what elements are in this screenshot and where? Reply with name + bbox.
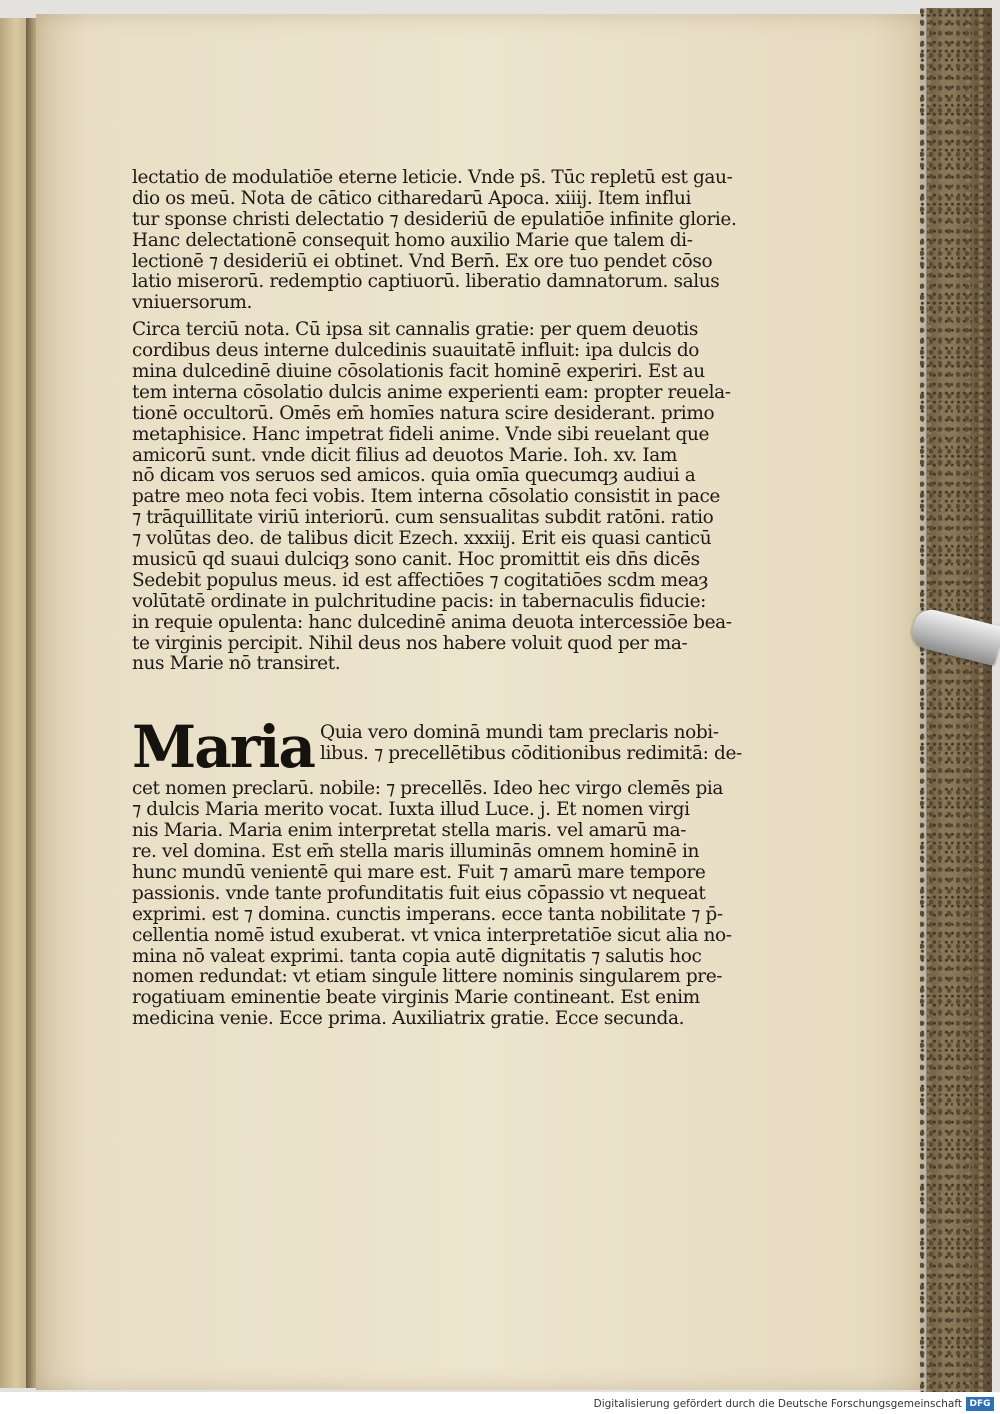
text-line: lectatio de modulatiōe eterne leticie. Vnde ps̄. Tūc repletū est gau- [132,168,733,188]
text-line: musicū qd̄ suaui dulciqȝ sono canit̄. Hoc promittit eis dn̄s dicēs [132,550,700,571]
funding-credit: Digitalisierung gefördert durch die Deutsche Forschungsgemeinschaft [593,1398,962,1410]
text-line: lectionē ⁊ desideriū ei obtinet. Vnd̄ Bern̄. Ex ore tuo pendet cōso [132,251,713,272]
book-cover [920,8,992,1398]
paragraph-1 [132,168,772,314]
text-line: rogatiuam eminentie beate virginis Marie contineant. Est enim [132,988,700,1009]
text-line: cet nomen preclarū. nobile: ⁊ precellēs. Ideo hec virgo clemēs pia [132,779,724,800]
text-line: dio os meū. Nota de cātico citharedarū Apoca. xiiij. Item influi [132,188,691,209]
text-line: cordibus deus interne dulcedinis suauitatē influit: ipa dulcis do [132,341,700,362]
text-line: mina nō valeat exprimi. tanta copia autē dignitatis ⁊ salutis hoc [132,946,702,967]
text-line: re. vel domina. Est em̄ stella maris illuminās omnem hominē in [132,842,700,863]
text-line: exprimi. est ⁊ domina. cunctis imperans. ecce tanta nobilitate ⁊ p̄- [132,904,723,925]
text-line: nis Maria. Maria enim interpretat̄ stella maris. vel amarū ma- [132,821,687,842]
text-line: ⁊ dulcis Maria merito vocat̄. Iuxta illud Luce. j. Et nomen virgi [132,800,690,821]
text-line: libus. ⁊ precellētibus cōditionibus redimitā: de- [319,744,742,765]
drop-capital-word: Maria [132,713,314,782]
text-line: nus Marie nō transiret. [132,654,341,675]
dfg-logo: DFG [966,1397,994,1411]
text-line: latio miserorū. redemptio captiuorū. liberatio damnatorum. salus [132,272,720,293]
paragraph-2 [132,320,772,675]
text-line: metaphisice. Hanc impetrat fideli anime. Vnde sibi reuelant̄ que [132,424,710,445]
text-line: cellentia nomē istud exuberat. vt vnica interpretatiōe sicut alia no- [132,925,732,946]
text-line: in requie opulenta: hanc dulcedinē anima deuota intercessiōe bea- [132,612,732,633]
paragraph-3 [132,779,772,1030]
facing-page-edge [0,18,27,1388]
text-line: medicina venie. Ecce prima. Auxiliatrix gratie. Ecce secunda. [132,1009,685,1030]
text-line: passionis. vnde tante profunditatis fuit eius cōpassio vt nequeat [132,883,706,904]
text-line: hunc mundū venientē qui mare est. Fuit ⁊ amarū mare tempore [132,862,706,883]
text-line: ⁊ volūtas deo. de talibus dicit̄ Ezech. xxxiij. Erit eis quasi canticū [132,529,712,550]
text-line: nomen redundat: vt etiam singule littere nominis singularem pre- [132,967,723,988]
text-line: mina dulcedinē diuine cōsolationis facit hominē experiri. Est au [132,362,705,383]
text-line: amicorū sunt. vnde dicit filius ad deuotos Marie. Ioh. xv. Iam [132,445,678,466]
text-line: tionē occultorū. Omēs em̄ homīes natura scire desiderant. primo [132,403,715,424]
text-line: vniuersorum. [132,293,253,314]
paragraph-3-opening [132,713,772,782]
paragraph-3-first-lines [320,723,742,779]
text-line: nō dicam vos seruos sed amicos. quia omīa quecumqȝ audiui a [132,466,696,487]
page-text [132,168,772,1030]
text-line: Hanc delectationē consequit̄ homo auxilio Marie que talem di- [132,230,693,251]
text-line: Circa terciū nota. Cū ipsa sit cannalis gratie: per quem deuotis [132,320,698,341]
text-line: tem interna cōsolatio dulcis anime experienti eam: propter reuela- [132,382,731,403]
text-line: patre meo nota feci vobis. Item interna cōsolatio consistit in pace [132,487,720,508]
text-line: Sedebit populus meus. id est affectiōes ⁊ cogitatiōes scd̄m meaȝ [132,570,709,591]
text-line: ⁊ trāquillitate viriū interiorū. cum sensualitas subdit̄ ratōni. ratio [132,508,714,529]
text-line: te virginis percipit. Nihil deus nos habere voluit quod per ma- [132,633,688,654]
text-line: volūtatē ordinate in pulchritudine pacis: in tabernaculis fiducie: [132,591,706,612]
text-line: Quia vero dominā mundi tam preclaris nobi- [319,723,719,744]
text-line: tur sponse christi delectatio ⁊ desideriū de epulatiōe infinite glorie. [132,209,737,230]
